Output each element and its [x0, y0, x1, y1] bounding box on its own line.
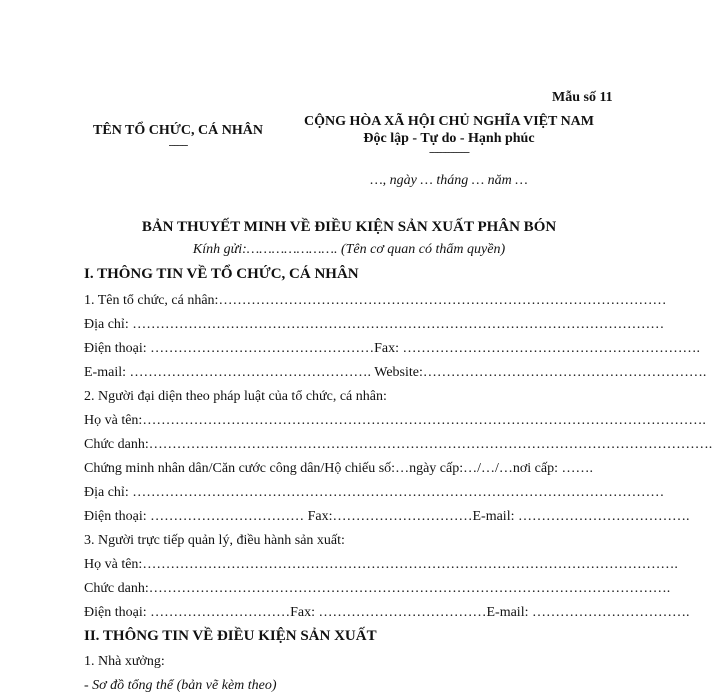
legal-rep-address-line: Địa chỉ: ……………………………………………………………………………………………………: [84, 485, 665, 500]
national-motto: Độc lập - Tự do - Hạnh phúc: [363, 131, 535, 146]
legal-rep-title-line: Chức danh:………………………………………………………………………………………………………….: [84, 437, 712, 452]
recipient-line: [84, 242, 614, 258]
country-name: CỘNG HÒA XÃ HỘI CHỦ NGHĨA VIỆT NAM: [303, 114, 594, 129]
manager-title-line: Chức danh:………………………………………………………………………………………………….: [84, 581, 671, 596]
org-header-rule: -------: [168, 139, 188, 151]
factory-item: 1. Nhà xưởng:: [84, 654, 165, 669]
org-name-line: 1. Tên tổ chức, cá nhân:……………………………………………………………………………………: [84, 293, 667, 308]
site-plan-line: [84, 678, 614, 694]
manager-heading: 3. Người trực tiếp quản lý, điều hành sản xuất:: [84, 533, 345, 548]
recipient-note: (Tên cơ quan có thẩm quyền): [337, 242, 506, 257]
org-phone-fax-line: Điện thoại: …………………………………………Fax: ……………………………………………………….: [84, 341, 700, 356]
legal-rep-contact-line: Điện thoại: …………………………… Fax:…………………………E-mail: ……………………………….: [84, 509, 690, 524]
org-address-line: Địa chỉ: ……………………………………………………………………………………………………: [84, 317, 665, 332]
org-email-website-line: E-mail: ……………………………………………. Website:…………………………………………………….: [84, 365, 707, 380]
manager-name-line: Họ và tên:…………………………………………………………………………………………………….: [84, 557, 678, 572]
date-line: …, ngày … tháng … năm …: [370, 173, 528, 188]
site-plan-note: (bản vẽ kèm theo): [176, 678, 277, 693]
legal-rep-name-line: Họ và tên:………………………………………………………………………………………………………….: [84, 413, 706, 428]
section-1-heading: I. THÔNG TIN VỀ TỔ CHỨC, CÁ NHÂN: [84, 266, 359, 282]
legal-rep-heading: 2. Người đại diện theo pháp luật của tổ chức, cá nhân:: [84, 389, 387, 404]
legal-rep-id-line: Chứng minh nhân dân/Căn cước công dân/Hộ chiếu số:…ngày cấp:…/…/…nơi cấp: …….: [84, 461, 593, 476]
form-number: Mẫu số 11: [552, 90, 613, 105]
org-name-header: TÊN TỔ CHỨC, CÁ NHÂN: [93, 123, 263, 138]
motto-rule: ---------------: [429, 146, 469, 158]
recipient-label: Kính gửi:………………….: [192, 242, 338, 257]
site-plan-label: - Sơ đồ tổng thể: [84, 678, 177, 693]
section-2-heading: II. THÔNG TIN VỀ ĐIỀU KIỆN SẢN XUẤT: [84, 628, 377, 644]
manager-contact-line: Điện thoại: …………………………Fax: ………………………………E-mail: …………………………….: [84, 605, 690, 620]
document-title: BẢN THUYẾT MINH VỀ ĐIỀU KIỆN SẢN XUẤT PHÂN BÓN: [141, 219, 557, 235]
